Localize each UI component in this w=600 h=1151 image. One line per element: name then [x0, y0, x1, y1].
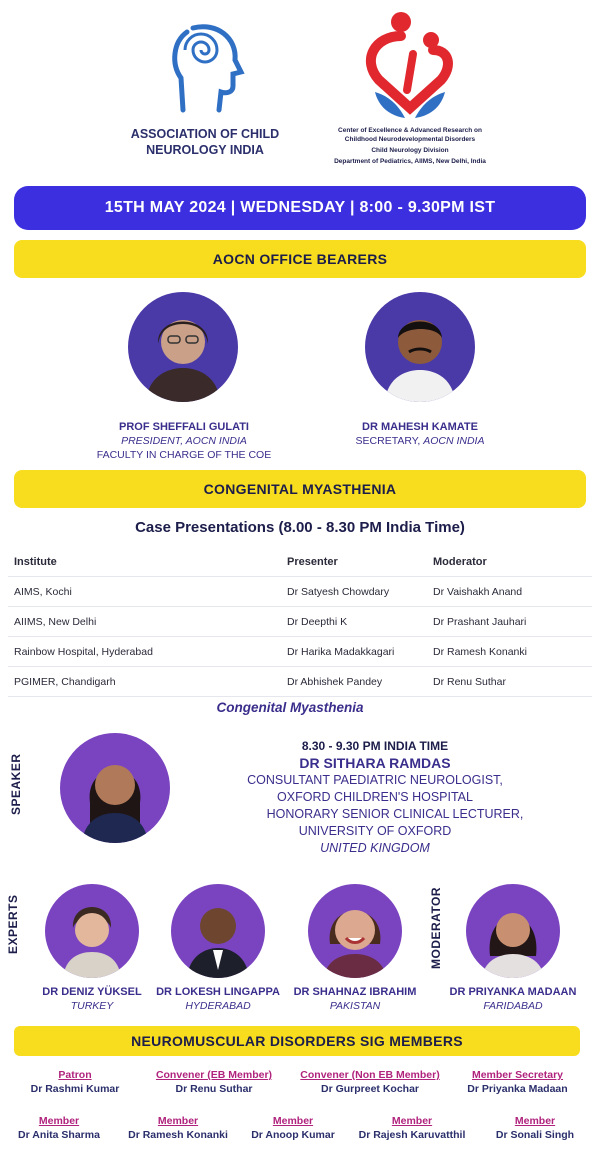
- table-row: AIIMS, New Delhi Dr Deepthi K Dr Prashant Jauhari: [8, 607, 592, 637]
- sig-member: Convener (Non EB Member) Dr Gurpreet Kochar: [300, 1069, 440, 1095]
- expert-deniz: DR DENIZ YÜKSEL TURKEY: [42, 986, 142, 1012]
- sig-member: Patron Dr Rashmi Kumar: [30, 1069, 120, 1095]
- person-icon: [45, 884, 139, 978]
- bearer-role: SECRETARY, AOCN INDIA: [355, 435, 485, 447]
- person-icon: [466, 884, 560, 978]
- case-title: Case Presentations (8.00 - 8.30 PM India Time): [135, 519, 465, 536]
- date-banner: 15TH MAY 2024 | WEDNESDAY | 8:00 - 9.30PM IST: [14, 186, 586, 230]
- speaker-name: DR SITHARA RAMDAS: [299, 755, 451, 771]
- avatar-shahnaz-ibrahim: [308, 884, 402, 978]
- sig-member: Member Dr Anita Sharma: [18, 1115, 100, 1141]
- moderator-label: MODERATOR: [429, 886, 443, 969]
- sig-member: Member Dr Sonali Singh: [495, 1115, 575, 1141]
- experts-label: EXPERTS: [6, 894, 20, 954]
- speaker-line2: OXFORD CHILDREN'S HOSPITAL: [277, 790, 473, 804]
- sig-member: Member Dr Ramesh Konanki: [128, 1115, 228, 1141]
- person-icon: [365, 292, 475, 402]
- sig-member: Convener (EB Member) Dr Renu Suthar: [155, 1069, 273, 1095]
- person-icon: [60, 733, 170, 843]
- avatar-deniz-yuksel: [45, 884, 139, 978]
- bearer-extra: FACULTY IN CHARGE OF THE COE: [96, 449, 272, 461]
- col-presenter: Presenter: [281, 548, 427, 577]
- aocn-name: ASSOCIATION OF CHILD NEUROLOGY INDIA: [130, 127, 280, 157]
- coe-logo: [355, 10, 465, 122]
- sig-member: Member Dr Rajesh Karuvatthil: [358, 1115, 466, 1141]
- avatar-lokesh-lingappa: [171, 884, 265, 978]
- avatar-sheffali-gulati: [128, 292, 238, 402]
- speaker-line5: UNITED KINGDOM: [320, 841, 430, 855]
- sig-member: Member Secretary Dr Priyanka Madaan: [467, 1069, 568, 1095]
- table-header-row: [8, 548, 592, 577]
- talk-topic: Congenital Myasthenia: [216, 700, 364, 715]
- talk-time: 8.30 - 9.30 PM INDIA TIME: [301, 739, 449, 753]
- table-row: PGIMER, Chandigarh Dr Abhishek Pandey Dr Renu Suthar: [8, 667, 592, 697]
- person-icon: [128, 292, 238, 402]
- speaker-line3: HONORARY SENIOR CLINICAL LECTURER,: [266, 807, 524, 821]
- avatar-sithara-ramdas: [60, 733, 170, 843]
- bearer-mahesh: [320, 420, 520, 448]
- bearer-name: DR MAHESH KAMATE: [362, 421, 478, 433]
- person-icon: [171, 884, 265, 978]
- congenital-banner: CONGENITAL MYASTHENIA: [14, 470, 586, 508]
- coe-text: Center of Excellence & Advanced Research on Childhood Neurodevelopmental Disorders Child Neurology Division Department of Pediatrics, AIIMS, New Delhi, India: [334, 127, 486, 165]
- col-moderator: Moderator: [427, 548, 592, 577]
- case-table: [8, 548, 592, 697]
- heart-family-icon: [355, 10, 465, 122]
- office-bearers-banner: AOCN OFFICE BEARERS: [14, 240, 586, 278]
- bearer-sheffali: [70, 420, 298, 462]
- person-icon: [308, 884, 402, 978]
- moderator-priyanka: DR PRIYANKA MADAAN FARIDABAD: [449, 986, 577, 1012]
- avatar-mahesh-kamate: [365, 292, 475, 402]
- col-institute: Institute: [8, 548, 281, 577]
- expert-shahnaz: DR SHAHNAZ IBRAHIM PAKISTAN: [293, 986, 417, 1012]
- speaker-label: SPEAKER: [9, 753, 23, 815]
- bearer-name: PROF SHEFFALI GULATI: [119, 421, 249, 433]
- speaker-line4: UNIVERSITY OF OXFORD: [298, 824, 452, 838]
- speaker-details: [200, 738, 550, 857]
- speaker-line1: CONSULTANT PAEDIATRIC NEUROLOGIST,: [247, 773, 503, 787]
- sig-member: Member Dr Anoop Kumar: [251, 1115, 335, 1141]
- sig-banner: NEUROMUSCULAR DISORDERS SIG MEMBERS: [14, 1026, 580, 1056]
- bearer-role: PRESIDENT, AOCN INDIA: [121, 435, 247, 447]
- head-spiral-icon: [165, 20, 245, 115]
- table-row: Rainbow Hospital, Hyderabad Dr Harika Madakkagari Dr Ramesh Konanki: [8, 637, 592, 667]
- avatar-priyanka-madaan: [466, 884, 560, 978]
- table-row: AIMS, Kochi Dr Satyesh Chowdary Dr Vaishakh Anand: [8, 577, 592, 607]
- expert-lokesh: DR LOKESH LINGAPPA HYDERABAD: [156, 986, 280, 1012]
- aocn-logo: [165, 20, 245, 115]
